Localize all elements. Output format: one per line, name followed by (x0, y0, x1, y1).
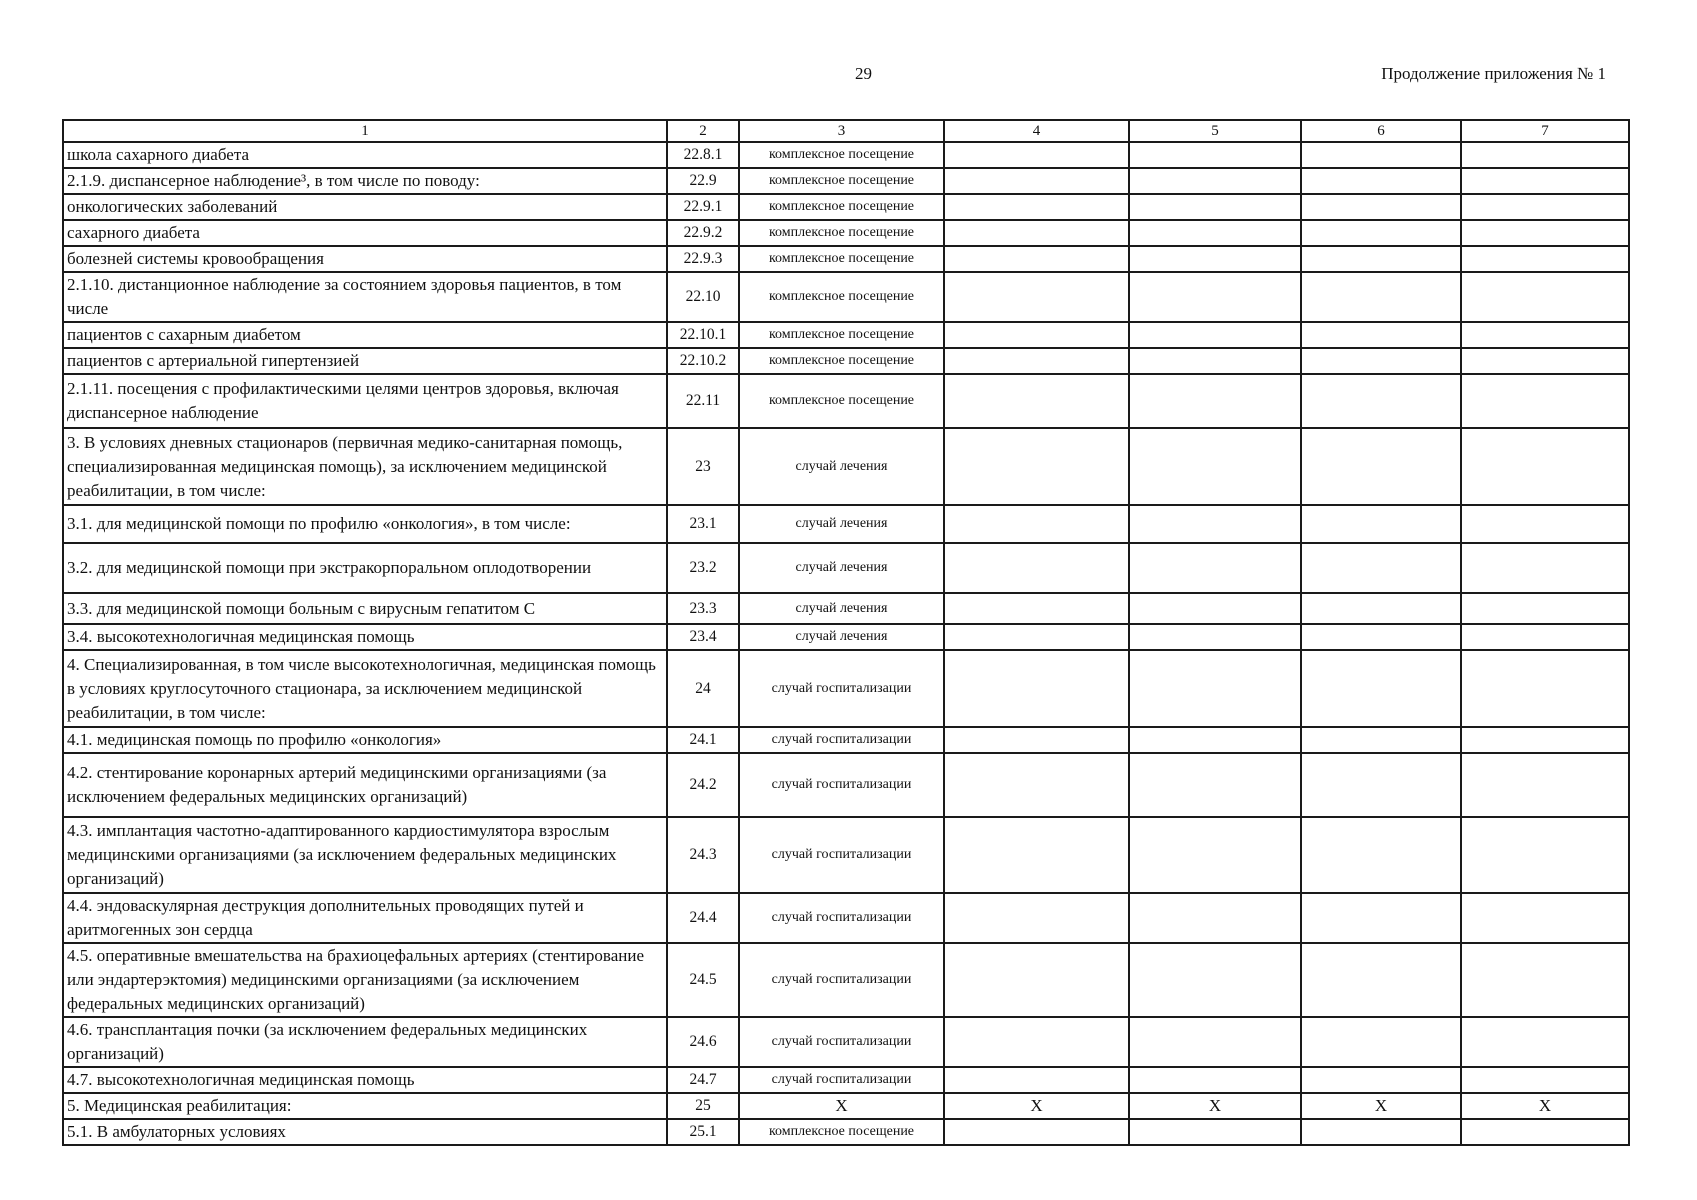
empty-cell (1129, 246, 1301, 272)
empty-cell (944, 1017, 1129, 1067)
empty-cell (1301, 142, 1461, 168)
empty-cell (1129, 650, 1301, 727)
empty-cell (944, 650, 1129, 727)
row-unit: случай госпитализации (739, 650, 944, 727)
row-code: 22.9.3 (667, 246, 739, 272)
empty-cell (1129, 1067, 1301, 1093)
empty-cell (1461, 272, 1629, 322)
empty-cell (1461, 220, 1629, 246)
row-label: 2.1.10. дистанционное наблюдение за состоянием здоровья пациентов, в том числе (63, 272, 667, 322)
row-code: 24.1 (667, 727, 739, 753)
empty-cell (1129, 428, 1301, 505)
row-code: 22.9 (667, 168, 739, 194)
empty-cell (1129, 543, 1301, 593)
table-row (63, 650, 1629, 727)
empty-cell (1461, 194, 1629, 220)
empty-cell (1461, 322, 1629, 348)
row-label: 4.3. имплантация частотно-адаптированного кардиостимулятора взрослым медицинскими организациями (за исключением федеральных медицинских организаций) (63, 817, 667, 893)
row-label: болезней системы кровообращения (63, 246, 667, 272)
empty-cell (1461, 348, 1629, 374)
row-label: 4.1. медицинская помощь по профилю «онкология» (63, 727, 667, 753)
row-unit: комплексное посещение (739, 220, 944, 246)
empty-cell (944, 322, 1129, 348)
empty-cell (1129, 272, 1301, 322)
row-unit: случай госпитализации (739, 1067, 944, 1093)
table-row (63, 194, 1629, 220)
empty-cell (1461, 428, 1629, 505)
row-label: 5. Медицинская реабилитация: (63, 1093, 667, 1119)
row-label: 3.1. для медицинской помощи по профилю «онкология», в том числе: (63, 505, 667, 543)
row-code: 22.10.2 (667, 348, 739, 374)
empty-cell (1301, 753, 1461, 817)
row-code: 24.5 (667, 943, 739, 1017)
column-header-6: 6 (1301, 120, 1461, 142)
empty-cell (1301, 1017, 1461, 1067)
empty-cell (944, 817, 1129, 893)
empty-cell (1129, 817, 1301, 893)
table-row (63, 272, 1629, 322)
row-label: пациентов с артериальной гипертензией (63, 348, 667, 374)
row-code: 24 (667, 650, 739, 727)
row-code: 24.3 (667, 817, 739, 893)
column-number-header-row (63, 120, 1629, 142)
table-row (63, 428, 1629, 505)
page-number: 29 (855, 64, 872, 83)
empty-cell (944, 374, 1129, 428)
empty-cell (944, 943, 1129, 1017)
table-row (63, 374, 1629, 428)
row-code: 22.10.1 (667, 322, 739, 348)
empty-cell (1301, 1067, 1461, 1093)
empty-cell (1129, 1119, 1301, 1145)
row-unit: случай лечения (739, 624, 944, 650)
empty-cell (1301, 168, 1461, 194)
empty-cell (1301, 650, 1461, 727)
empty-cell (1301, 374, 1461, 428)
column-header-5: 5 (1129, 120, 1301, 142)
empty-cell (1461, 1017, 1629, 1067)
row-label: сахарного диабета (63, 220, 667, 246)
empty-cell (1461, 1067, 1629, 1093)
empty-cell (944, 168, 1129, 194)
row-code: 24.7 (667, 1067, 739, 1093)
table-row (63, 246, 1629, 272)
row-code: 23.4 (667, 624, 739, 650)
empty-cell (1301, 428, 1461, 505)
row-unit: случай госпитализации (739, 817, 944, 893)
empty-cell (1301, 943, 1461, 1017)
empty-cell (944, 142, 1129, 168)
table-row (63, 1067, 1629, 1093)
row-unit: комплексное посещение (739, 1119, 944, 1145)
table-row (63, 142, 1629, 168)
empty-cell (1461, 817, 1629, 893)
table-row (63, 1093, 1629, 1119)
row-unit: комплексное посещение (739, 348, 944, 374)
row-code: 23.3 (667, 593, 739, 624)
appendix-continuation-note: Продолжение приложения № 1 (1381, 64, 1606, 83)
table-row (63, 220, 1629, 246)
table-row (63, 727, 1629, 753)
empty-cell (1461, 650, 1629, 727)
row-label: 4.4. эндоваскулярная деструкция дополнительных проводящих путей и аритмогенных зон сердца (63, 893, 667, 943)
empty-cell (1461, 943, 1629, 1017)
row-code: 24.4 (667, 893, 739, 943)
empty-cell (1301, 893, 1461, 943)
empty-cell (1301, 1119, 1461, 1145)
empty-cell (944, 593, 1129, 624)
column-header-7: 7 (1461, 120, 1629, 142)
empty-cell (944, 727, 1129, 753)
row-unit: комплексное посещение (739, 142, 944, 168)
row-unit: случай госпитализации (739, 893, 944, 943)
empty-cell (1461, 246, 1629, 272)
row-label: 4.2. стентирование коронарных артерий медицинскими организациями (за исключением федеральных медицинских организаций) (63, 753, 667, 817)
data-table (62, 119, 1630, 1146)
table-row (63, 348, 1629, 374)
empty-cell (1129, 374, 1301, 428)
empty-cell (944, 348, 1129, 374)
row-label: 2.1.11. посещения с профилактическими целями центров здоровья, включая диспансерное наблюдение (63, 374, 667, 428)
empty-cell (944, 272, 1129, 322)
empty-cell (1301, 220, 1461, 246)
table-row (63, 543, 1629, 593)
empty-cell (1461, 1119, 1629, 1145)
empty-cell (1461, 505, 1629, 543)
row-code: 22.11 (667, 374, 739, 428)
empty-cell (1461, 168, 1629, 194)
empty-cell (1461, 727, 1629, 753)
row-label: 3.4. высокотехнологичная медицинская помощь (63, 624, 667, 650)
empty-cell (944, 246, 1129, 272)
column-header-3: 3 (739, 120, 944, 142)
row-code: 22.10 (667, 272, 739, 322)
row-unit: комплексное посещение (739, 322, 944, 348)
empty-cell (1129, 322, 1301, 348)
row-code: 24.2 (667, 753, 739, 817)
row-code: 22.9.2 (667, 220, 739, 246)
empty-cell (944, 543, 1129, 593)
table-row (63, 322, 1629, 348)
row-unit: случай госпитализации (739, 943, 944, 1017)
x-mark-cell: X (1301, 1093, 1461, 1119)
x-mark-cell: X (1461, 1093, 1629, 1119)
column-header-2: 2 (667, 120, 739, 142)
row-code: 23 (667, 428, 739, 505)
row-label: 4. Специализированная, в том числе высокотехнологичная, медицинская помощь в условиях круглосуточного стационара, за исключением медицинской реабилитации, в том числе: (63, 650, 667, 727)
table-row (63, 893, 1629, 943)
empty-cell (1129, 1017, 1301, 1067)
row-code: 24.6 (667, 1017, 739, 1067)
empty-cell (1301, 194, 1461, 220)
empty-cell (1129, 220, 1301, 246)
table-row (63, 624, 1629, 650)
row-code: 23.1 (667, 505, 739, 543)
row-label: 3.2. для медицинской помощи при экстракорпоральном оплодотворении (63, 543, 667, 593)
row-unit: случай лечения (739, 593, 944, 624)
row-unit: комплексное посещение (739, 194, 944, 220)
empty-cell (1301, 727, 1461, 753)
column-header-4: 4 (944, 120, 1129, 142)
empty-cell (1129, 943, 1301, 1017)
row-code: 25 (667, 1093, 739, 1119)
row-code: 25.1 (667, 1119, 739, 1145)
empty-cell (1301, 593, 1461, 624)
row-label: 5.1. В амбулаторных условиях (63, 1119, 667, 1145)
empty-cell (1461, 142, 1629, 168)
empty-cell (1129, 142, 1301, 168)
empty-cell (1301, 348, 1461, 374)
row-unit: X (739, 1093, 944, 1119)
empty-cell (1301, 246, 1461, 272)
row-label: 2.1.9. диспансерное наблюдение³, в том числе по поводу: (63, 168, 667, 194)
row-label: онкологических заболеваний (63, 194, 667, 220)
row-unit: случай лечения (739, 543, 944, 593)
empty-cell (1301, 817, 1461, 893)
row-unit: случай госпитализации (739, 727, 944, 753)
row-unit: случай лечения (739, 428, 944, 505)
empty-cell (1301, 624, 1461, 650)
empty-cell (1129, 753, 1301, 817)
row-label: 4.7. высокотехнологичная медицинская помощь (63, 1067, 667, 1093)
empty-cell (1461, 753, 1629, 817)
empty-cell (1129, 348, 1301, 374)
empty-cell (1301, 322, 1461, 348)
empty-cell (944, 505, 1129, 543)
empty-cell (1301, 543, 1461, 593)
table-row (63, 1119, 1629, 1145)
empty-cell (1129, 727, 1301, 753)
empty-cell (1461, 374, 1629, 428)
empty-cell (944, 624, 1129, 650)
empty-cell (944, 1067, 1129, 1093)
empty-cell (1129, 194, 1301, 220)
row-unit: случай лечения (739, 505, 944, 543)
row-unit: случай госпитализации (739, 753, 944, 817)
empty-cell (1461, 593, 1629, 624)
table-row (63, 168, 1629, 194)
empty-cell (1129, 505, 1301, 543)
row-unit: комплексное посещение (739, 374, 944, 428)
empty-cell (1129, 893, 1301, 943)
row-label: пациентов с сахарным диабетом (63, 322, 667, 348)
empty-cell (1301, 505, 1461, 543)
row-code: 23.2 (667, 543, 739, 593)
row-label: 4.5. оперативные вмешательства на брахиоцефальных артериях (стентирование или эндартерэктомия) медицинскими организациями (за исключением федеральных медицинских организаций) (63, 943, 667, 1017)
empty-cell (944, 893, 1129, 943)
x-mark-cell: X (1129, 1093, 1301, 1119)
row-label: 3.3. для медицинской помощи больным с вирусным гепатитом С (63, 593, 667, 624)
row-unit: случай госпитализации (739, 1017, 944, 1067)
empty-cell (944, 220, 1129, 246)
table-row (63, 505, 1629, 543)
column-header-1: 1 (63, 120, 667, 142)
empty-cell (1129, 624, 1301, 650)
empty-cell (944, 194, 1129, 220)
row-unit: комплексное посещение (739, 272, 944, 322)
empty-cell (1129, 168, 1301, 194)
empty-cell (1461, 624, 1629, 650)
row-label: школа сахарного диабета (63, 142, 667, 168)
table-row (63, 943, 1629, 1017)
row-code: 22.8.1 (667, 142, 739, 168)
empty-cell (1129, 593, 1301, 624)
empty-cell (1301, 272, 1461, 322)
row-unit: комплексное посещение (739, 246, 944, 272)
x-mark-cell: X (944, 1093, 1129, 1119)
table-row (63, 1017, 1629, 1067)
empty-cell (944, 1119, 1129, 1145)
table-row (63, 817, 1629, 893)
row-code: 22.9.1 (667, 194, 739, 220)
empty-cell (1461, 893, 1629, 943)
empty-cell (944, 428, 1129, 505)
empty-cell (944, 753, 1129, 817)
table-row (63, 753, 1629, 817)
table-row (63, 593, 1629, 624)
row-unit: комплексное посещение (739, 168, 944, 194)
row-label: 4.6. трансплантация почки (за исключением федеральных медицинских организаций) (63, 1017, 667, 1067)
row-label: 3. В условиях дневных стационаров (первичная медико-санитарная помощь, специализированная медицинская помощь), за исключением медицинской реабилитации, в том числе: (63, 428, 667, 505)
empty-cell (1461, 543, 1629, 593)
